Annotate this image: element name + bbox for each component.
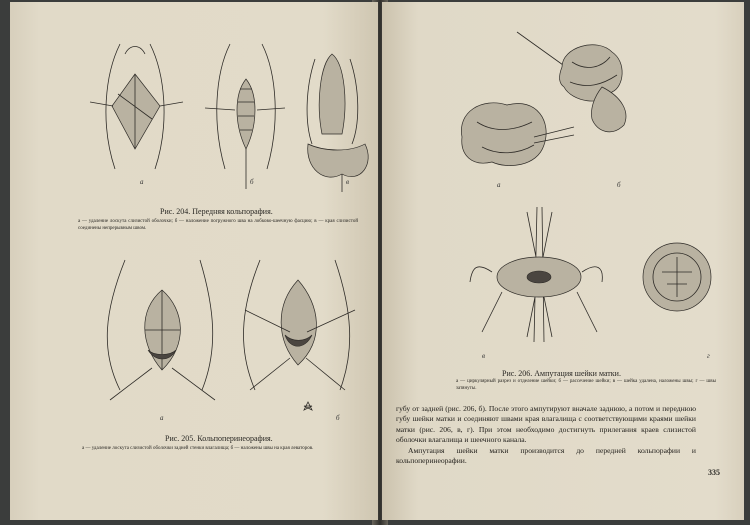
body-text: [396, 404, 696, 466]
svg-text:б: б: [617, 181, 621, 189]
fig204-b-drawing: [205, 44, 285, 189]
figure-204-caption: а — удаление лоскута слизистой оболочки; б — наложение погружного шва на лобково-шеечную фасцию; в — края слизистой соединены непрерывным швом.: [78, 219, 358, 231]
right-page: [382, 2, 744, 520]
fig206-c-drawing: [470, 207, 602, 342]
figure-205-caption: а — удаление лоскута слизистой оболочки задней стенки влагалища; б — наложены швы на края леваторов.: [82, 446, 314, 451]
svg-text:б: б: [250, 178, 254, 186]
fig206-a-drawing: [461, 103, 574, 166]
figure-206-title: Рис. 206. Ампутация шейки матки.: [502, 369, 621, 378]
fig205-b-drawing: [244, 260, 355, 410]
svg-text:б: б: [336, 414, 340, 422]
left-page: [10, 2, 378, 520]
figure-204-illustration: [80, 34, 378, 194]
fig206-d-drawing: [643, 243, 711, 311]
svg-text:в: в: [346, 178, 350, 186]
fig205-a-drawing: [107, 260, 215, 400]
figure-206-illustration-bottom: [472, 202, 732, 362]
figure-206-illustration-top: [452, 27, 732, 197]
figure-204-title: Рис. 204. Передняя кольпорафия.: [160, 207, 273, 216]
svg-text:а: а: [140, 178, 144, 186]
svg-text:в: в: [482, 352, 486, 360]
svg-text:а: а: [497, 181, 501, 189]
page-number: 335: [708, 468, 720, 477]
figure-205-title: Рис. 205. Кольпоперинеорафия.: [165, 434, 273, 443]
fig204-c-drawing: [307, 54, 368, 192]
body-paragraph-1: губу от задней (рис. 206, б). После этого ампутируют вначале заднюю, а потом и переднюю губу шейки матки и соединяют швами края влагалища с соответствующими краями шейки матки (рис. 206, в, г). При этом необходимо достигнуть прилегания краев слизистой оболочки влагалища и шеечного канала.: [396, 404, 696, 445]
svg-text:а: а: [160, 414, 164, 422]
fig204-a-drawing: [90, 44, 183, 169]
svg-text:г: г: [707, 352, 710, 360]
figure-206-caption: а — циркулярный разрез и отделение шейки; б — рассечение шейки; в — шейка удалена, наложены швы; г — швы затянуты.: [456, 379, 716, 391]
body-paragraph-2: Ампутация шейки матки производится до передней кольпорафии и кольпоперинеорафии.: [396, 445, 696, 466]
figure-205-illustration: [90, 250, 370, 430]
